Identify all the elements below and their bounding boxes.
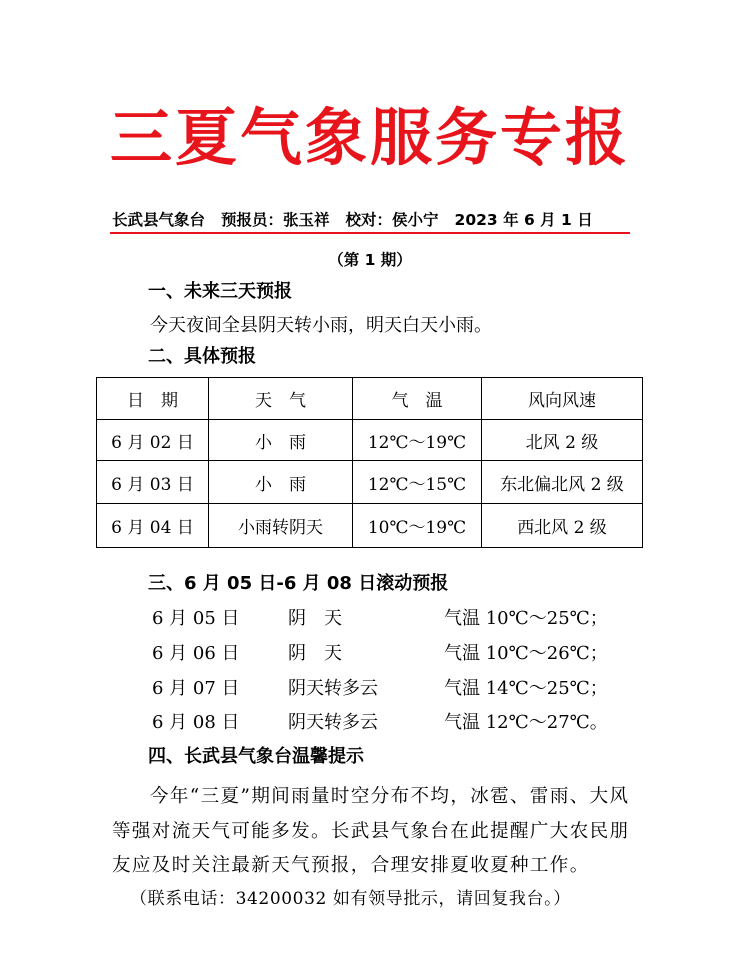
table-cell: 10℃～19℃ — [353, 504, 482, 548]
station-name: 长武县气象台 — [112, 211, 206, 229]
rolling-weather: 阴天转多云 — [288, 712, 378, 733]
table-header-cell: 天 气 — [209, 378, 353, 420]
table-header-cell: 风向风速 — [482, 378, 643, 420]
rolling-temp: 气温 10℃～25℃； — [444, 608, 608, 629]
forecast-table — [96, 377, 643, 548]
table-cell: 小雨转阴天 — [209, 504, 353, 548]
table-cell: 6 月 03 日 — [97, 461, 209, 504]
table-cell: 东北偏北风 2 级 — [482, 461, 643, 504]
rolling-date: 6 月 05 日 — [152, 608, 240, 629]
rolling-date: 6 月 07 日 — [152, 678, 240, 699]
rolling-weather: 阴天转多云 — [288, 678, 378, 699]
rolling-weather: 阴 天 — [288, 608, 342, 629]
table-cell: 小 雨 — [209, 461, 353, 504]
forecaster: 预报员：张玉祥 — [221, 211, 330, 229]
rolling-date: 6 月 06 日 — [152, 643, 240, 664]
table-cell: 12℃～15℃ — [353, 461, 482, 504]
proofreader: 校对：侯小宁 — [345, 211, 439, 229]
section4-heading: 四、长武县气象台温馨提示 — [148, 746, 364, 767]
table-cell: 6 月 02 日 — [97, 420, 209, 461]
contact-line: （联系电话：34200032 如有领导批示，请回复我台。） — [130, 889, 571, 909]
table-row — [97, 504, 643, 548]
rolling-temp: 气温 10℃～26℃； — [444, 643, 608, 664]
header-red-rule — [110, 232, 630, 234]
section1-heading: 一、未来三天预报 — [148, 281, 292, 302]
table-cell: 12℃～19℃ — [353, 420, 482, 461]
tips-paragraph: 今年“三夏”期间雨量时空分布不均，冰雹、雷雨、大风等强对流天气可能多发。长武县气象台在此提醒广大农民朋友应及时关注最新天气预报，合理安排夏收夏种工作。 — [112, 786, 630, 876]
issue-number: （第 1 期） — [328, 251, 412, 269]
table-cell: 小 雨 — [209, 420, 353, 461]
table-header-cell: 日 期 — [97, 378, 209, 420]
section1-text: 今天夜间全县阴天转小雨，明天白天小雨。 — [150, 315, 492, 336]
header-info-line — [112, 208, 627, 232]
section2-heading: 二、具体预报 — [148, 346, 256, 367]
table-row — [97, 420, 643, 461]
report-title: 三夏气象服务专报 — [109, 101, 630, 174]
issue-date: 2023 年 6 月 1 日 — [454, 211, 593, 229]
table-cell: 6 月 04 日 — [97, 504, 209, 548]
table-header-cell: 气 温 — [353, 378, 482, 420]
rolling-temp: 气温 14℃～25℃； — [444, 678, 608, 699]
table-cell: 西北风 2 级 — [482, 504, 643, 548]
rolling-temp: 气温 12℃～27℃。 — [444, 712, 608, 733]
rolling-date: 6 月 08 日 — [152, 712, 240, 733]
section3-heading: 三、6 月 05 日-6 月 08 日滚动预报 — [148, 573, 449, 594]
table-row — [97, 461, 643, 504]
rolling-weather: 阴 天 — [288, 643, 342, 664]
table-header-row — [97, 378, 643, 420]
table-cell: 北风 2 级 — [482, 420, 643, 461]
